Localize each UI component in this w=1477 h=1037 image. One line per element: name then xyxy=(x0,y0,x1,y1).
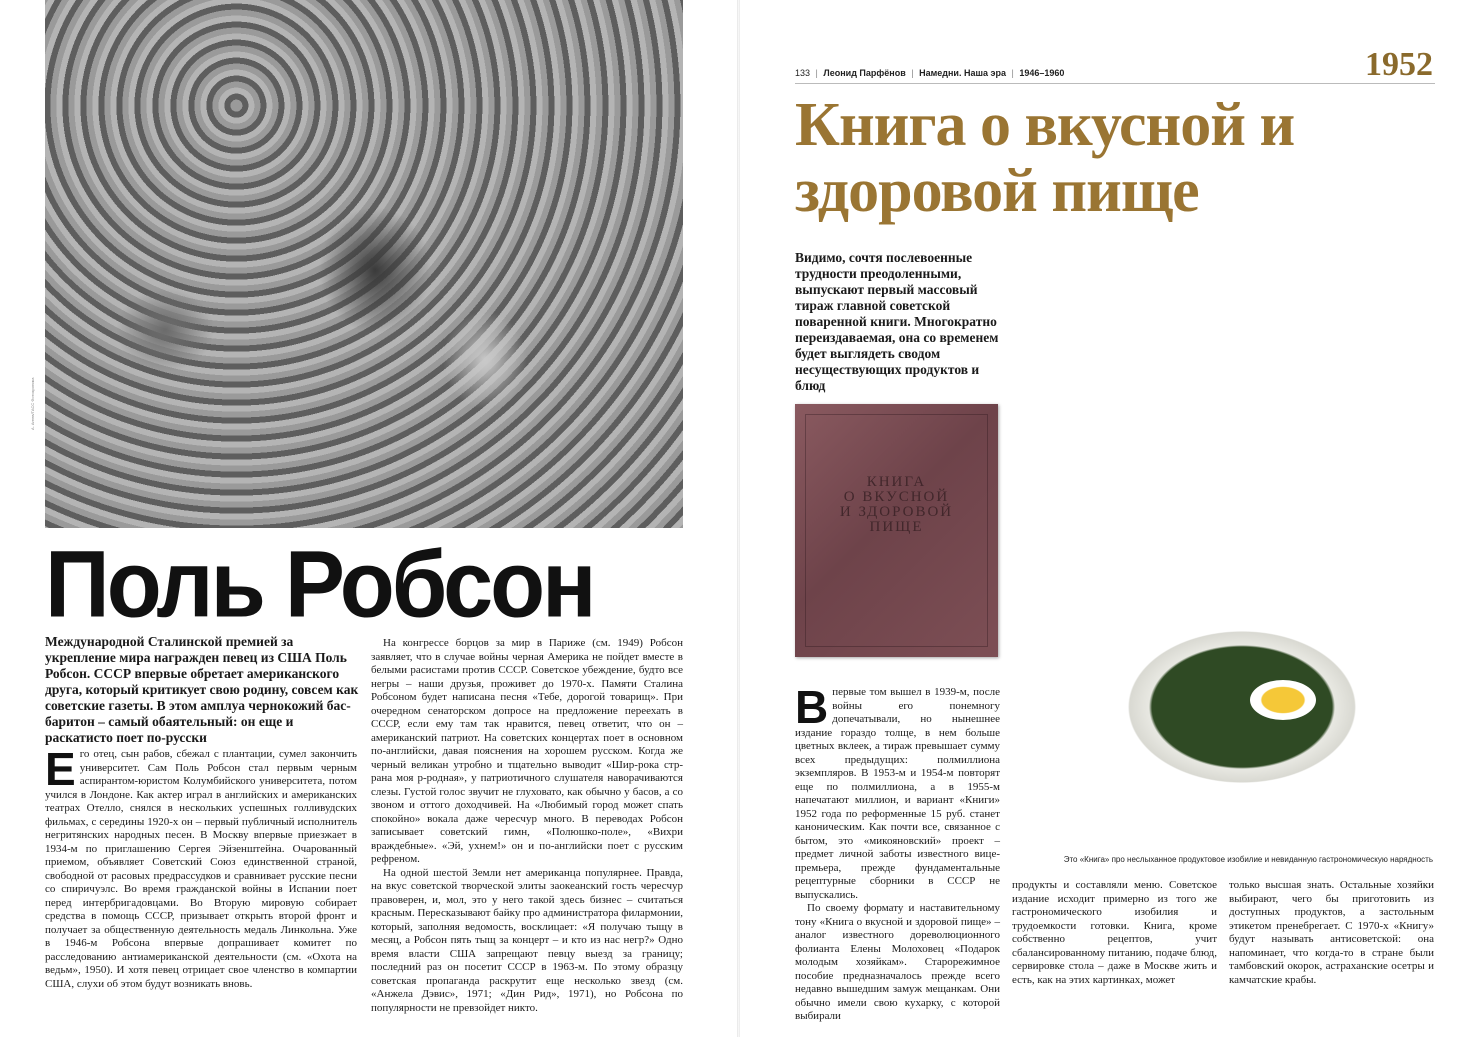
header-separator: | xyxy=(911,68,914,78)
lead-paragraph-cookbook: Видимо, сочтя послевоенные трудности преодоленными, выпускают первый массовый тираж главной советской поваренной книги. Многократно переиздаваемая, она со временем будет выглядеть сводом несуществующих продуктов и блюд xyxy=(795,250,999,393)
page-number: 133 xyxy=(795,68,811,78)
text-column-5 xyxy=(1229,879,1434,987)
paragraph-text: первые том вышел в 1939-м, после войны его понемногу допечатывали, но нынешнее издание гораздо толще, в нем больше цветных вклеек, а тираж превышает сумму всех предыдущих: полмиллиона экземпляров. В 1953-м и 1954-м повторят еще по полмиллиона, а в 1955-м напечатают миллион, и вариант «Книги» 1952 года по реформенные 15 руб. станет каноническим. Как почти все, связанное с бытом, это «микояновский» проект – предмет личной заботы известного вице-премьера, прежде фундаментальные рецептурные сборники в СССР не выпускались. xyxy=(795,686,1000,901)
article-title-cookbook: Книга о вкусной и здоровой пище xyxy=(795,91,1295,225)
header-years: 1946–1960 xyxy=(1019,68,1065,78)
text-column-2 xyxy=(371,637,683,1015)
drop-cap: В xyxy=(795,681,829,733)
book-gutter xyxy=(737,0,740,1037)
food-illustration xyxy=(1012,252,1477,850)
paragraph: только высшая знать. Остальные хозяйки выбирают, чего бы приготовить из доступных продуктов, а застольным этикетом пренебрегает. С 1970-х «Книгу» будут называть антисоветской: она напоминает, что когда-то в стране были тамбовский окорок, астраханские осетры и камчатские крабы. xyxy=(1229,879,1434,986)
header-separator: | xyxy=(815,68,818,78)
header-separator: | xyxy=(1011,68,1014,78)
header-series: Намедни. Наша эра xyxy=(919,68,1006,78)
cover-embossed-frame xyxy=(805,414,988,647)
photo-credit: А. Агеев/ТАСС Фотохроника xyxy=(30,377,35,430)
drop-cap: Е xyxy=(45,743,76,795)
egg-in-soup xyxy=(1250,680,1316,720)
text-column-1 xyxy=(45,743,357,991)
cover-title: КНИГА О ВКУСНОЙ И ЗДОРОВОЙ ПИЩЕ xyxy=(839,474,954,535)
header-rule xyxy=(795,83,1435,84)
header-author: Леонид Парфёнов xyxy=(823,68,906,78)
year-label: 1952 xyxy=(1365,46,1433,83)
text-column-4 xyxy=(1012,879,1217,987)
paragraph: По своему формату и наставительному тону «Книга о вкусной и здоровой пище» – аналог известного дореволюционного фолианта Елены Молоховец «Подарок молодым хозяйкам». Старорежимное пособие предназначалось прежде всего недавно вышедшим замуж мещанкам. Они обычно имели свою кухарку, с которой выбирали xyxy=(795,902,1000,1022)
illustration-caption: Это «Книга» про неслыханное продуктовое изобилие и невиданную гастрономическую нарядность xyxy=(1063,855,1433,864)
paragraph xyxy=(45,743,357,991)
cookbook-cover-image xyxy=(795,404,998,657)
crowd-photo xyxy=(45,0,683,528)
paragraph: На одной шестой Земли нет американца популярнее. Правда, на вкус советской творческой элиты заокеанский гость чересчур правоверен, и, мол, это у него такой здесь бизнес – считаться красным. Пересказывают байку про администратора филармонии, который, заполняя ведомость, восклицает: «Я получаю тыщу в месяц, а Робсон пять тыщ за концерт – и кто из нас негр?» Одно время власти США запрещают певцу выезд за границу; последний раз он посетит СССР в 1963-м. По этому образцу советская пропаганда раскрутит еще несколько звезд (см. «Анжела Дэвис», 1971; «Дин Рид», 1971), но Робсона по популярности не превзойдет никто. xyxy=(371,866,683,1014)
paragraph: продукты и составляли меню. Советское издание исходит примерно из того же гастрономического изобилия и трудоемкости готовки. Книга, кроме собственно рецептов, учит сбалансированному питанию, подаче блюд, сервировке стола – даже в Москве жить и есть, как на этих картинках, может xyxy=(1012,879,1217,986)
paragraph-text: го отец, сын рабов, сбежал с плантации, сумел закончить университет. Сам Поль Робсон стал первым черным аспирантом-юристом Колумбийского университета, потом учился в Лондоне. Как актер играл в английских и американских театрах Отелло, снялся в нескольких успешных голливудских фильмах, с середины 1920-х он – первый публичный исполнитель негритянских народных песен. В Москву впервые приезжает в 1934-м по приглашению Сергея Эйзенштейна. Очарованный приемом, объявляет Советский Союз единственной страной, свободной от расовых предрассудков и сравнивает русские песни со спиричуэлс. Во время гражданской войны в Испании поет перед интербригадовцами. Во Вторую мировую собирает средства в помощь СССР, призывает открыть второй фронт и получает за общественную деятельность медаль Линкольна. Уже в 1946-м Робсона впервые допрашивает комитет по расследованию антиамериканской деятельности (см. «Охота на ведьм», 1950). И хотя певец отрицает свое членство в компартии США, слухи об этом будут возникать вновь. xyxy=(45,748,357,990)
paragraph: На конгрессе борцов за мир в Париже (см. 1949) Робсон заявляет, что в случае войны черная Америка не пойдет вместе в белыми расистами против СССР. Советское убеждение, будто все негры – наши друзья, проживет до 1970-х. Памяти Сталина Робсоном будет написана песня «Тебе, дорогой товарищ». При очередном сенаторском допросе на предложение переехать в СССР, если ему там так нравится, певец ответит, что он – американский патриот. На советских концертах поет в основном по-английски, давая пояснения на хорошем русском. Когда же черный великан утробно и тщательно выводит «Шир-рока стр-рана моя р-родная», у патриотичного слушателя наворачиваются слезы. Густой голос звучит не глуховато, как обычно у басов, а со звоном и оттого доходчивей. На «Любимый город может спать спокойно» вокала даже чересчур много. В переводах Робсон записывает советский гимн, «Полюшко-поле», «Вихри враждебные». «Эй, ухнем!» он и по-английски поет с русским рефреном. xyxy=(371,637,683,865)
running-header xyxy=(795,68,1435,78)
text-column-3 xyxy=(795,681,1000,1024)
lead-paragraph-robeson: Международной Сталинской премией за укрепление мира награжден певец из США Поль Робсон. СССР впервые обретает американского друга, который критикует свою родину, совсем как советские газеты. В этом амплуа чернокожий бас-баритон – самый обаятельный: он еще и раскатисто поет по-русски xyxy=(45,634,359,745)
paragraph xyxy=(795,681,1000,902)
article-title-robeson: Поль Робсон xyxy=(45,532,594,638)
